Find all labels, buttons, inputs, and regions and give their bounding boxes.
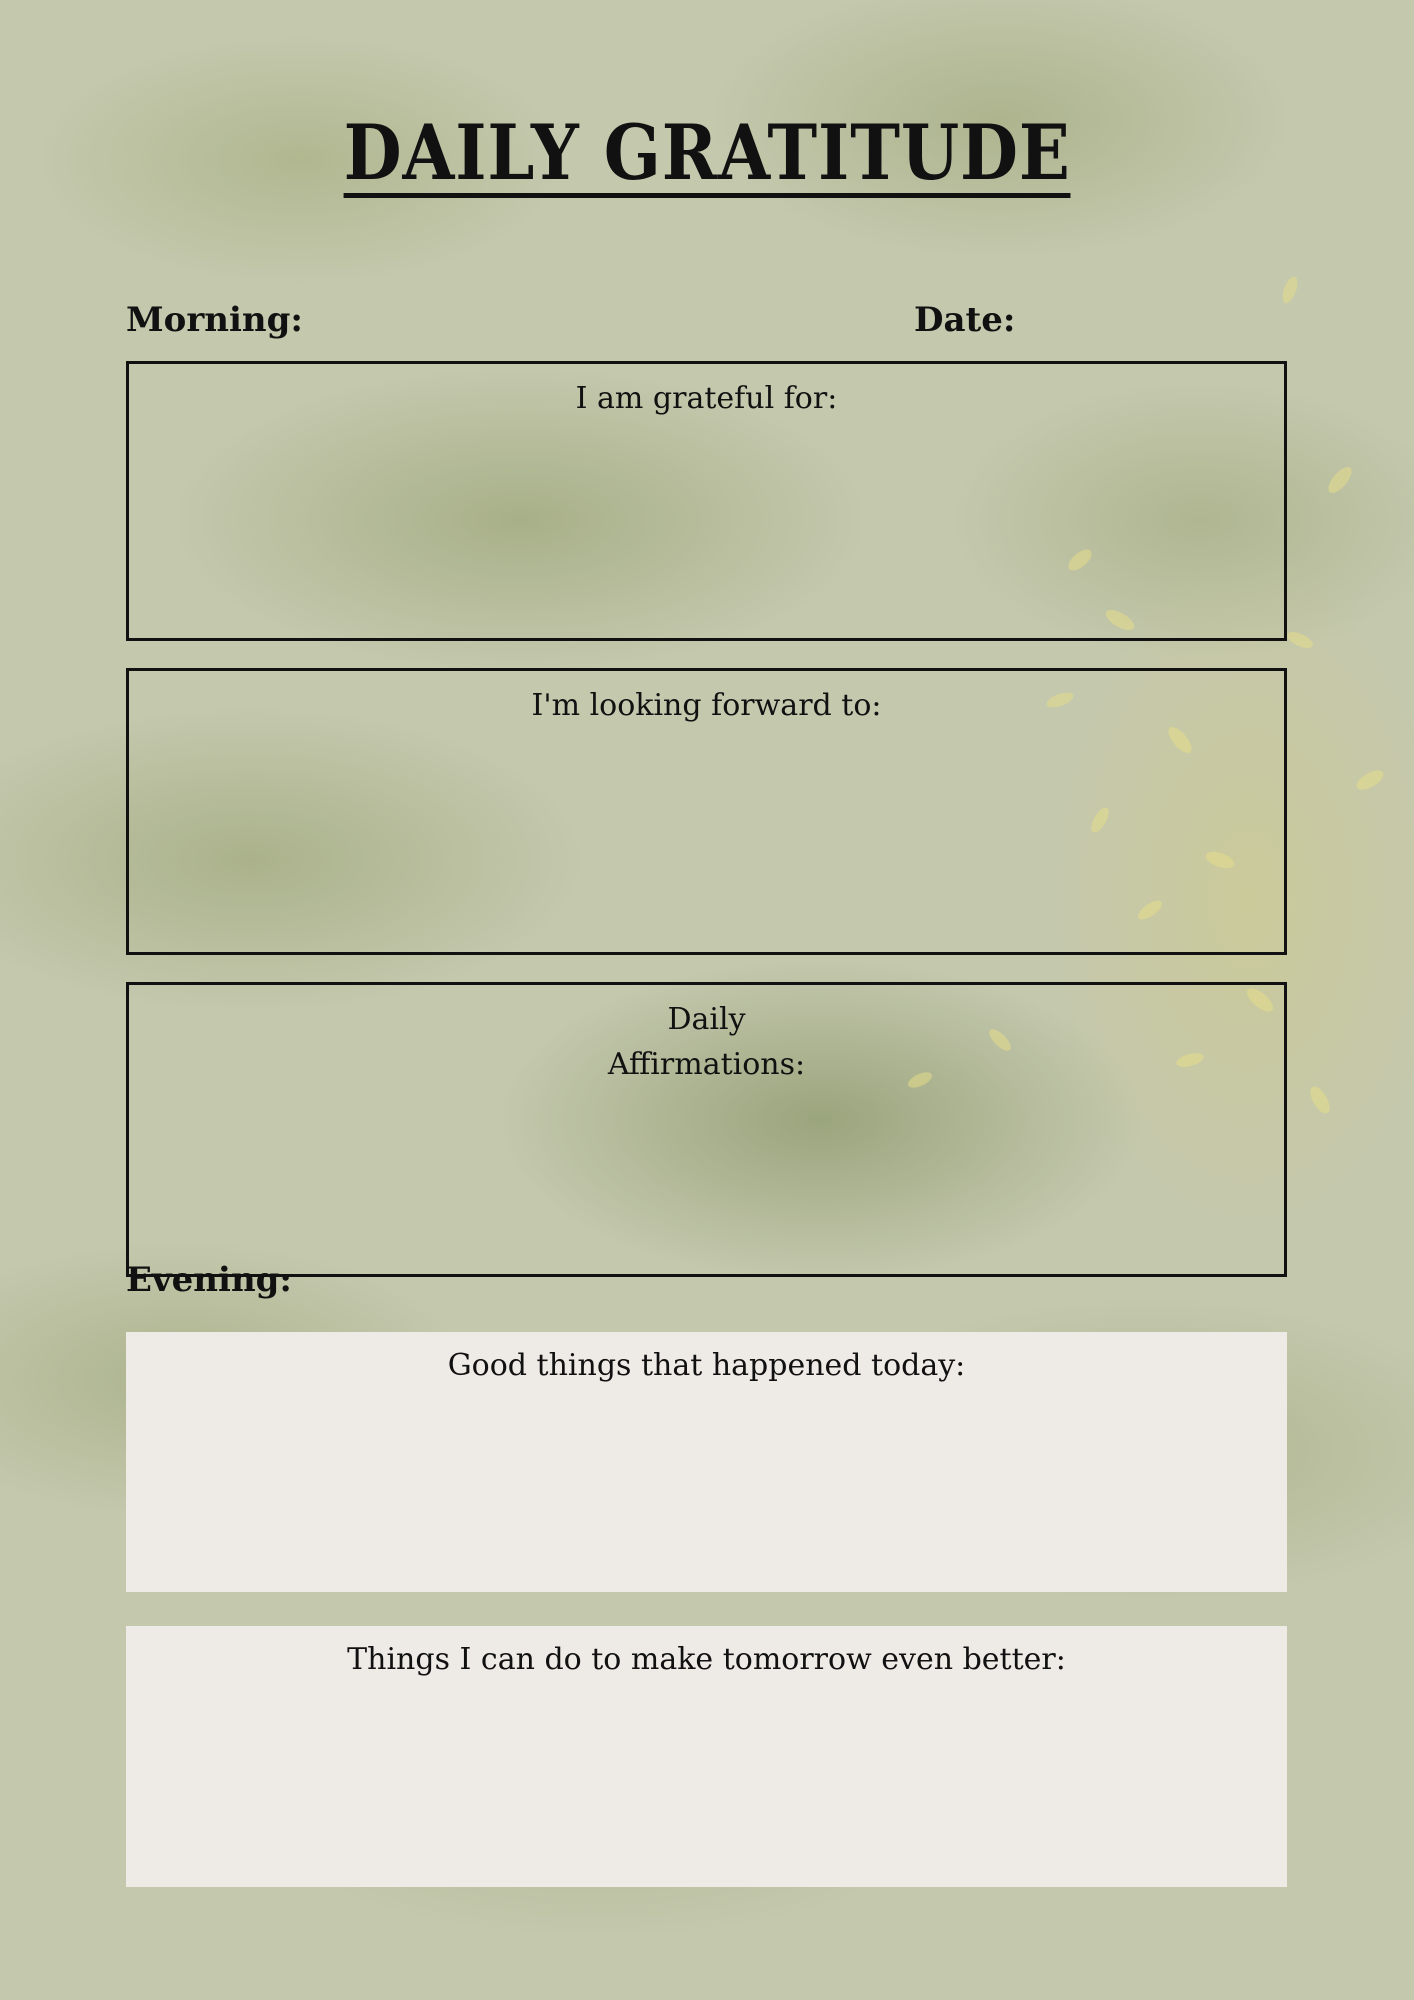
date-label: Date: xyxy=(914,300,1016,340)
good-things-box[interactable] xyxy=(126,1332,1287,1592)
grateful-for-box[interactable] xyxy=(126,361,1287,641)
good-things-heading: Good things that happened today: xyxy=(447,1348,966,1383)
tomorrow-better-box[interactable] xyxy=(126,1626,1287,1887)
grateful-for-heading: I am grateful for: xyxy=(575,381,838,416)
page-title-text: DAILY GRATITUDE xyxy=(343,108,1071,197)
affirmations-heading-line2: Affirmations: xyxy=(607,1047,806,1082)
daily-affirmations-box[interactable] xyxy=(126,982,1287,1277)
tomorrow-better-heading: Things I can do to make tomorrow even better: xyxy=(347,1642,1066,1677)
looking-forward-box[interactable] xyxy=(126,668,1287,955)
morning-label: Morning: xyxy=(126,300,303,340)
affirmations-heading-line1: Daily xyxy=(667,1002,746,1037)
looking-forward-heading: I'm looking forward to: xyxy=(531,688,882,723)
evening-label: Evening: xyxy=(126,1260,292,1300)
page-title xyxy=(0,108,1414,198)
